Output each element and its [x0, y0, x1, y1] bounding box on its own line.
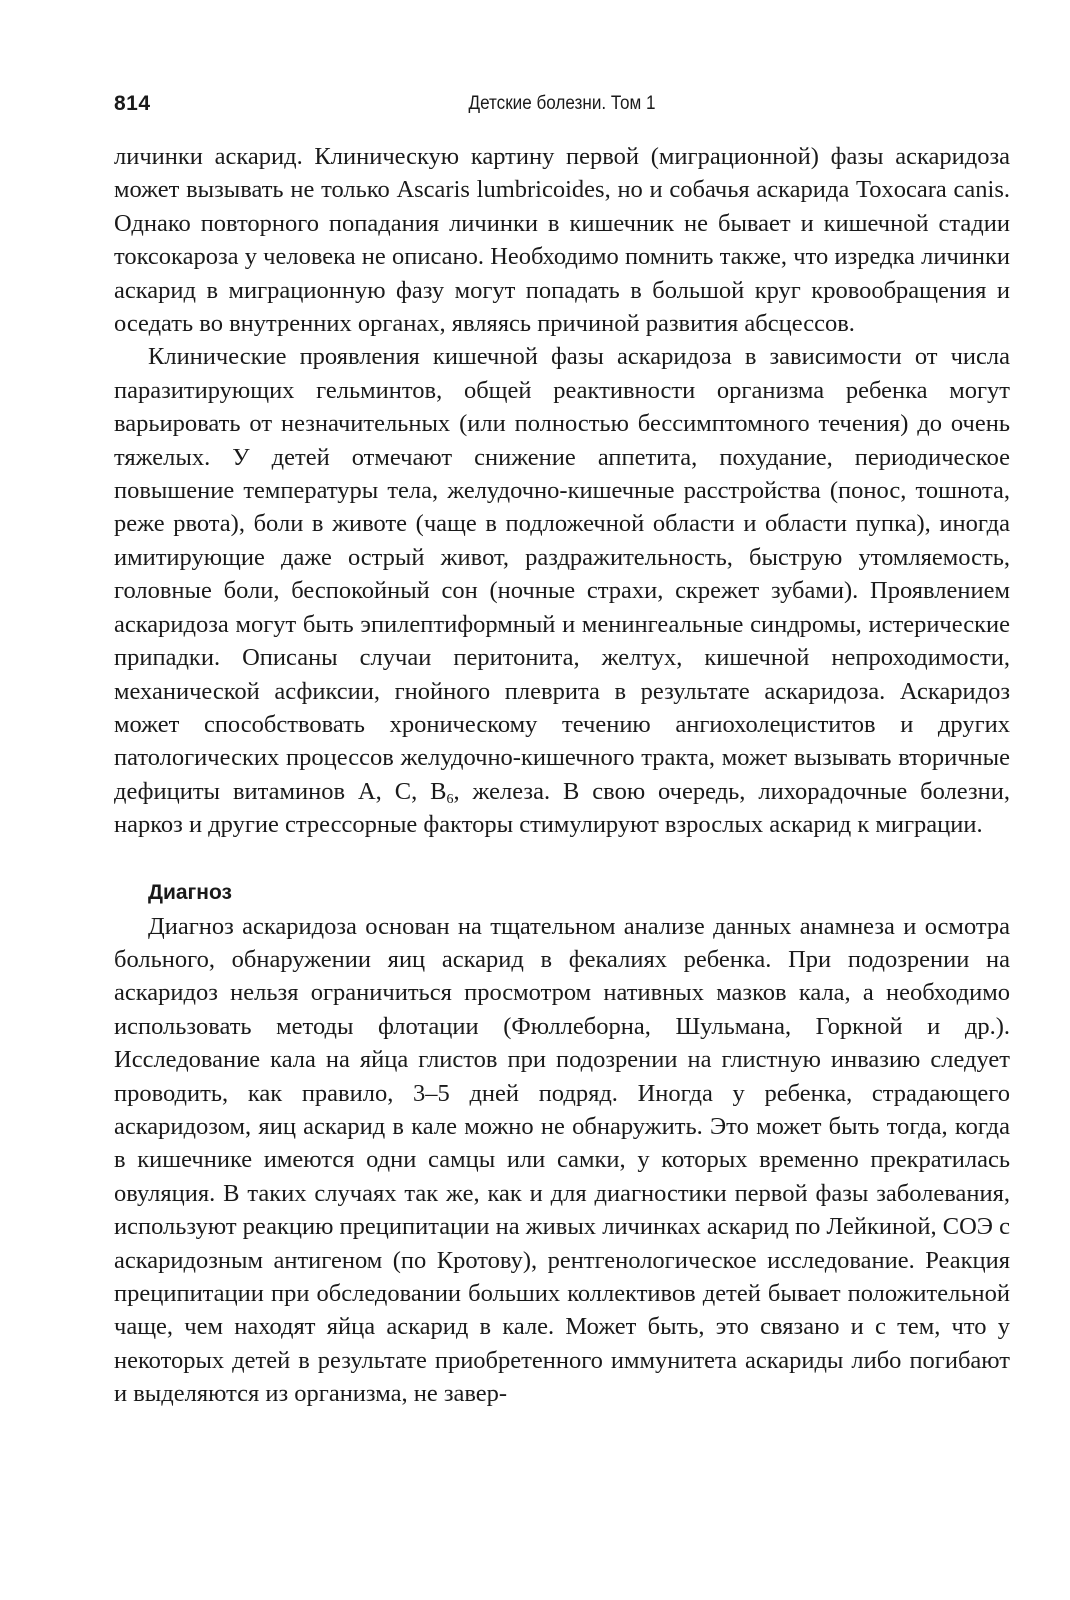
- body-text: [114, 140, 1010, 1411]
- paragraph-diagnosis: Диагноз аскаридоза основан на тщательном анализе данных анамнеза и осмотра больного, обнаружении яиц аскарид в фекалиях ребенка. При подозрении на аскаридоз нельзя ограничиться просмотром нативных мазков кала, а необходимо использовать методы флотации (Фюллеборна, Шульмана, Горкной и др.). Исследование кала на яйца глистов при подозрении на глистную инвазию следует проводить, как правило, 3–5 дней подряд. Иногда у ребенка, страдающего аскаридозом, яиц аскарид в кале можно не обнаружить. Это может быть тогда, когда в кишечнике имеются одни самцы или самки, у которых временно прекратилась овуляция. В таких случаях так же, как и для диагностики первой фазы заболевания, используют реакцию преципитации на живых личинках аскарид по Лейкиной, СОЭ с аскаридозным антигеном (по Кротову), рентгенологическое исследование. Реакция преципитации при обследовании больших коллективов детей бывает положительной чаще, чем находят яйца аскарид в кале. Может быть, это связано и с тем, что у некоторых детей в результате приобретенного иммунитета аскариды либо погибают и выделяются из организма, не завер-: [114, 912, 1010, 1408]
- section-heading-diagnosis: Диагноз: [148, 880, 232, 904]
- paragraph-text: , железа. В свою очередь, лихорадочные болезни, наркоз и другие стрессорные факторы стимулируют взрослых аскарид к миграции.: [114, 777, 1010, 839]
- vitamin-subscript: 6: [446, 791, 454, 807]
- page-number: 814: [114, 92, 151, 115]
- running-head: [114, 92, 1010, 122]
- paragraph-text: Клинические проявления кишечной фазы аскаридоза в зависимости от числа паразитирующих гельминтов, общей реактивности организма ребенка могут варьировать от незначительных (или полностью бессимптомного течения) до очень тяжелых. У детей отмечают снижение аппетита, похудание, периодическое повышение температуры тела, желудочно-кишечные расстройства (понос, тошнота, реже рвота), боли в животе (чаще в подложечной области и области пупка), иногда имитирующие даже острый живот, раздражительность, быструю утомляемость, головные боли, беспокойный сон (ночные страхи, скрежет зубами). Проявлением аскаридоза могут быть эпилептиформный и менингеальные синдромы, истерические припадки. Описаны случаи перитонита, желтух, кишечной непроходимости, механической асфиксии, гнойного плеврита в результате аскаридоза. Аскаридоз может способствовать хроническому течению ангиохолециститов и других патологических процессов желудочно-кишечного тракта, может вызывать вторичные дефициты витаминов А, С, В: [114, 343, 1010, 805]
- book-title: Детские болезни. Том 1: [468, 93, 656, 114]
- paragraph-continuation: личинки аскарид. Клиническую картину первой (миграционной) фазы аскаридоза может вызывать не только Ascaris lumbricoides, но и собачья аскарида Toxocara canis. Однако повторного попадания личинки в кишечник не бывает и кишечной стадии токсокароза у человека не описано. Необходимо помнить также, что изредка личинки аскарид в миграционную фазу могут попадать в большой круг кровообращения и оседать во внутренних органах, являясь причиной развития абсцессов.: [114, 143, 1010, 338]
- paragraph-intestinal-phase: [114, 340, 1010, 841]
